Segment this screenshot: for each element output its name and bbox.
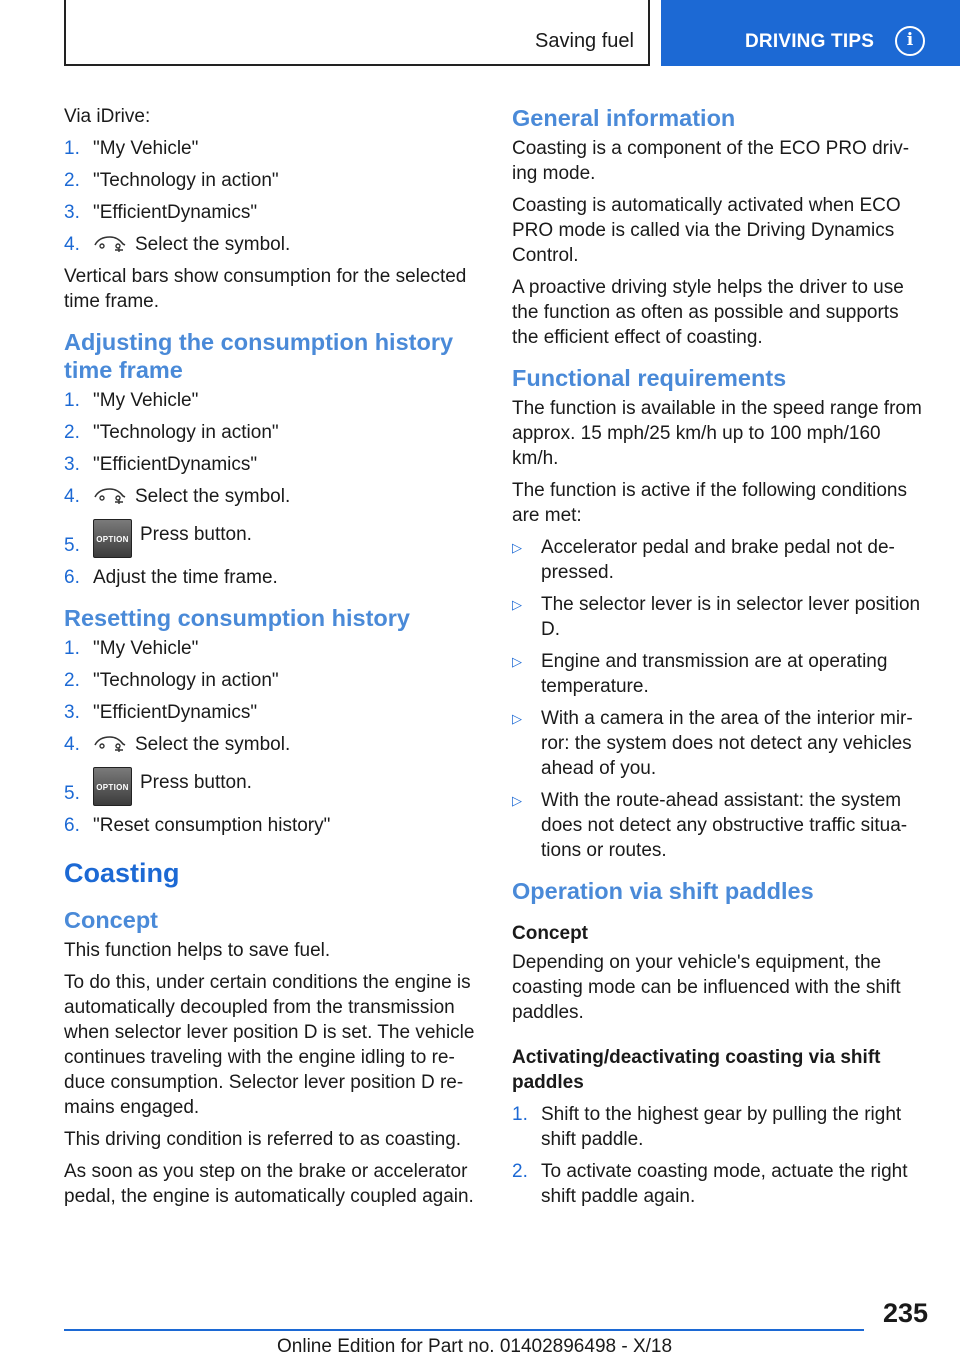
bars-description: Vertical bars show consumption for the selected time frame. bbox=[64, 266, 467, 312]
triangle-bullet-icon: ▷ bbox=[512, 597, 522, 612]
heading-reset-history: Resetting consumption history bbox=[64, 605, 410, 631]
via-idrive-label: Via iDrive: bbox=[64, 106, 151, 127]
car-symbol-icon bbox=[93, 234, 127, 252]
list-item: 2. To activate coasting mode, actuate the right shift paddle again. bbox=[512, 1161, 908, 1207]
list-adjust-time-frame bbox=[64, 388, 480, 590]
car-symbol-icon bbox=[93, 734, 127, 752]
footer-edition: Online Edition for Part no. 01402896498 - X/18 bbox=[277, 1336, 673, 1357]
list-item: 2. "Technology in action" bbox=[64, 670, 279, 691]
list-item: 4. Select the symbol. bbox=[64, 734, 291, 755]
triangle-bullet-icon: ▷ bbox=[512, 793, 522, 808]
car-symbol-icon bbox=[93, 486, 127, 504]
list-item: ▷ Engine and transmission are at operating temperature. bbox=[512, 651, 888, 697]
triangle-bullet-icon: ▷ bbox=[512, 711, 522, 726]
concept-paragraph: To do this, under certain conditions the engine is automatically decoupled from the transmission when selector lever position D is set. The vehicle continues traveling with the engine idling to re-duce consumption. Selector lever position D re-mains engaged. bbox=[64, 972, 475, 1118]
section-title: Saving fuel bbox=[535, 30, 634, 52]
list-view-history bbox=[64, 136, 480, 257]
list-item: ▷ With a camera in the area of the interior mir-ror: the system does not detect any vehicles ahead of you. bbox=[512, 708, 913, 779]
concept-paragraph: This function helps to save fuel. bbox=[64, 940, 331, 961]
list-item: 2. "Technology in action" bbox=[64, 422, 279, 443]
info-icon: i bbox=[895, 26, 925, 56]
list-item: 1. "My Vehicle" bbox=[64, 638, 199, 659]
operation-paragraph: Depending on your vehicle's equipment, the coasting mode can be influenced with the shift paddles. bbox=[512, 952, 901, 1023]
header-chapter-tab bbox=[661, 0, 960, 66]
list-item: 3. "EfficientDynamics" bbox=[64, 454, 258, 475]
list-item: 3. "EfficientDynamics" bbox=[64, 702, 258, 723]
list-item: 3. "EfficientDynamics" bbox=[64, 202, 258, 223]
subheading-activating: Activating/deactivating coasting via shift paddles bbox=[512, 1047, 881, 1093]
general-paragraph: A proactive driving style helps the driver to use the function as often as possible and supports the efficient effect of coasting. bbox=[512, 277, 904, 348]
option-button-icon: OPTION bbox=[93, 767, 132, 806]
chapter-title: DRIVING TIPS bbox=[745, 31, 875, 52]
list-item: 1. Shift to the highest gear by pulling the right shift paddle. bbox=[512, 1104, 902, 1150]
heading-coasting: Coasting bbox=[64, 858, 180, 888]
list-activating-steps bbox=[512, 1102, 928, 1209]
list-item: ▷ The selector lever is in selector lever position D. bbox=[512, 594, 921, 640]
right-column bbox=[512, 104, 928, 1216]
list-item: 1. "My Vehicle" bbox=[64, 390, 199, 411]
list-item: 4. Select the symbol. bbox=[64, 234, 291, 255]
requirements-paragraph: The function is active if the following conditions are met: bbox=[512, 480, 907, 526]
list-reset-history bbox=[64, 636, 480, 838]
heading-concept: Concept bbox=[64, 907, 158, 933]
requirements-paragraph: The function is available in the speed range from approx. 15 mph/25 km/h up to 100 mph/160 km/h. bbox=[512, 398, 922, 469]
heading-adjust-time-frame: Adjusting the consumption history time frame bbox=[64, 329, 454, 383]
page-number: 235 bbox=[882, 1298, 928, 1328]
triangle-bullet-icon: ▷ bbox=[512, 540, 522, 555]
list-item: 6. Adjust the time frame. bbox=[64, 567, 278, 588]
heading-functional-requirements: Functional requirements bbox=[512, 365, 787, 391]
list-item: 5. OPTION Press button. bbox=[64, 519, 480, 558]
list-item: ▷ Accelerator pedal and brake pedal not de-pressed. bbox=[512, 537, 895, 583]
list-item: 6. "Reset consumption history" bbox=[64, 815, 331, 836]
conditions-list bbox=[512, 535, 928, 863]
concept-paragraph: This driving condition is referred to as coasting. bbox=[64, 1129, 462, 1150]
concept-paragraph: As soon as you step on the brake or accelerator pedal, the engine is automatically coupled again. bbox=[64, 1161, 474, 1207]
list-item: 2. "Technology in action" bbox=[64, 170, 279, 191]
general-paragraph: Coasting is a component of the ECO PRO driv-ing mode. bbox=[512, 138, 910, 184]
left-column bbox=[64, 104, 480, 1216]
list-item: 5. OPTION Press button. bbox=[64, 767, 480, 806]
general-paragraph: Coasting is automatically activated when ECO PRO mode is called via the Driving Dynamics Control. bbox=[512, 195, 901, 266]
triangle-bullet-icon: ▷ bbox=[512, 654, 522, 669]
list-item: ▷ With the route-ahead assistant: the system does not detect any obstructive traffic situa-tions or routes. bbox=[512, 790, 908, 861]
list-item: 1. "My Vehicle" bbox=[64, 138, 199, 159]
list-item: 4. Select the symbol. bbox=[64, 486, 291, 507]
footer-divider bbox=[64, 1329, 864, 1331]
option-button-icon: OPTION bbox=[93, 519, 132, 558]
subheading-concept: Concept bbox=[512, 923, 588, 944]
heading-operation-shift-paddles: Operation via shift paddles bbox=[512, 878, 814, 904]
heading-general-information: General information bbox=[512, 105, 736, 131]
header-section-box bbox=[64, 0, 650, 66]
